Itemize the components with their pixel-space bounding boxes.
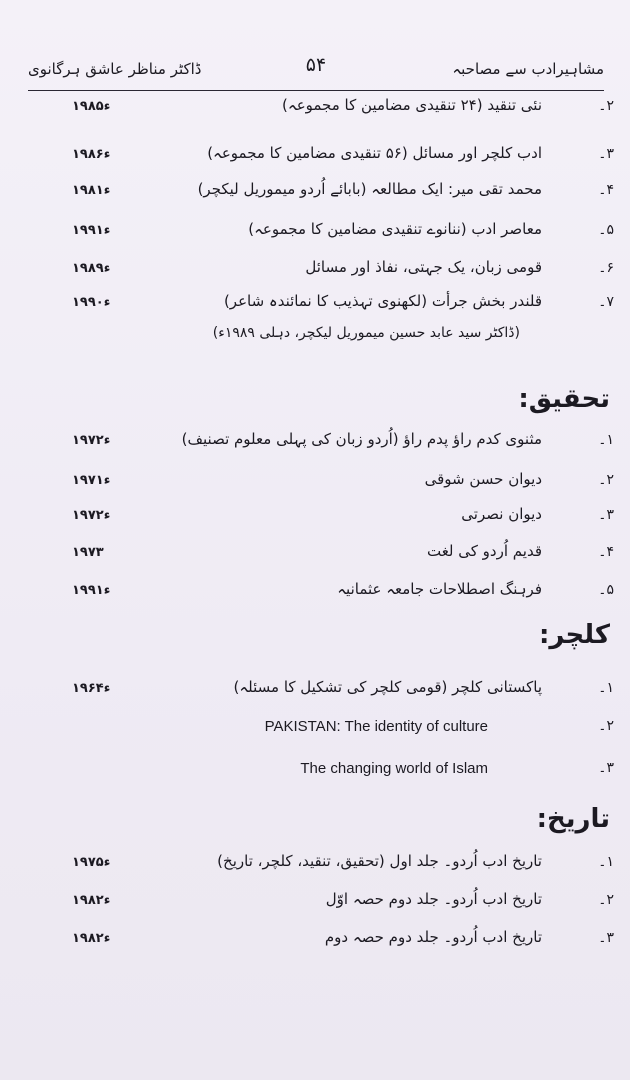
item-year: ۱۹۸۹ء [72,261,111,276]
item-year: ۱۹۸۲ء [72,931,111,946]
list-item [0,676,630,706]
item-title: مثنوی کدم راؤ پدم راؤ (اُردو زبان کی پہلی معلوم تصنیف) [181,430,542,448]
item-year: ۱۹۸۵ء [72,99,111,114]
item-year: ۱۹۷۲ء [72,508,111,523]
item-title: دیوان حسن شوقی [424,470,542,488]
list-item [0,850,630,880]
item-number: ۲۔ [598,98,614,114]
item-note: (ڈاکٹر سید عابد حسین میموریل لیکچر، دہلی ۱۹۸۹ء) [212,325,520,341]
item-year: ۱۹۹۱ء [72,223,111,238]
item-year: ۱۹۸۲ء [72,893,111,908]
item-number: ۲۔ [598,892,614,908]
item-title: The changing world of Islam [300,760,488,777]
item-number: ۷۔ [598,294,614,310]
list-item [0,142,630,172]
running-title: مشاہیرادب سے مصاحبہ [452,60,604,78]
item-title: پاکستانی کلچر (قومی کلچر کی تشکیل کا مسئلہ) [233,678,542,696]
list-item [0,218,630,248]
item-title: معاصر ادب (ننانوے تنقیدی مضامین کا مجموعہ) [248,220,542,238]
list-item [0,714,630,744]
item-number: ۱۔ [598,432,614,448]
item-number: ۱۔ [598,680,614,696]
section-heading-research: تحقیق: [518,384,610,414]
item-number: ۴۔ [598,182,614,198]
item-year: ۱۹۷۵ء [72,855,111,870]
item-year: ۱۹۷۳ [72,545,104,560]
item-year: ۱۹۸۱ء [72,183,111,198]
item-title: تاریخ ادب اُردو۔ جلد دوم حصہ دوم [324,928,542,946]
page-header [28,48,604,91]
list-item [0,290,630,320]
item-number: ۲۔ [598,472,614,488]
page-number: ۵۴ [305,54,327,76]
section-heading-history: تاریخ: [536,804,610,834]
item-number: ۴۔ [598,544,614,560]
list-item [0,428,630,458]
item-title: قدیم اُردو کی لغت [426,542,542,560]
list-item [0,256,630,286]
item-title: نئی تنقید (۲۴ تنقیدی مضامین کا مجموعہ) [282,96,542,114]
item-year: ۱۹۹۱ء [72,583,111,598]
item-number: ۱۔ [598,854,614,870]
item-title: محمد تقی میر: ایک مطالعہ (بابائے اُردو میموریل لیکچر) [197,180,542,198]
item-number: ۳۔ [598,760,614,776]
item-year: ۱۹۷۲ء [72,433,111,448]
item-title: قلندر بخش جرأت (لکھنوی تہذیب کا نمائندہ شاعر) [223,292,542,310]
item-year: ۱۹۸۶ء [72,147,111,162]
item-year: ۱۹۹۰ء [72,295,111,310]
item-title: تاریخ ادب اُردو۔ جلد دوم حصہ اوّل [325,890,542,908]
item-number: ۳۔ [598,507,614,523]
item-title: فرہنگ اصطلاحات جامعہ عثمانیہ [337,580,542,598]
item-title: PAKISTAN: The identity of culture [264,718,488,735]
list-item [0,94,630,124]
list-item [0,503,630,533]
item-year: ۱۹۷۱ء [72,473,111,488]
section-heading-culture: کلچر: [538,620,610,650]
item-title: قومی زبان، یک جہتی، نفاذ اور مسائل [305,258,542,276]
item-title: تاریخ ادب اُردو۔ جلد اول (تحقیق، تنقید، کلچر، تاریخ) [217,852,542,870]
item-title: ادب کلچر اور مسائل (۵۶ تنقیدی مضامین کا مجموعہ) [207,144,542,162]
list-item [0,756,630,786]
item-number: ۵۔ [598,222,614,238]
item-title: دیوان نصرتی [461,505,542,523]
author-name: ڈاکٹر مناظر عاشق ہرگانوی [28,60,202,78]
list-item [0,540,630,570]
item-number: ۶۔ [598,260,614,276]
list-item [0,578,630,608]
list-item [0,888,630,918]
list-item [0,468,630,498]
item-number: ۲۔ [598,718,614,734]
list-item [0,178,630,208]
item-number: ۳۔ [598,930,614,946]
item-year: ۱۹۶۴ء [72,681,111,696]
item-number: ۳۔ [598,146,614,162]
list-item [0,926,630,956]
list-item-note [0,323,630,353]
item-number: ۵۔ [598,582,614,598]
